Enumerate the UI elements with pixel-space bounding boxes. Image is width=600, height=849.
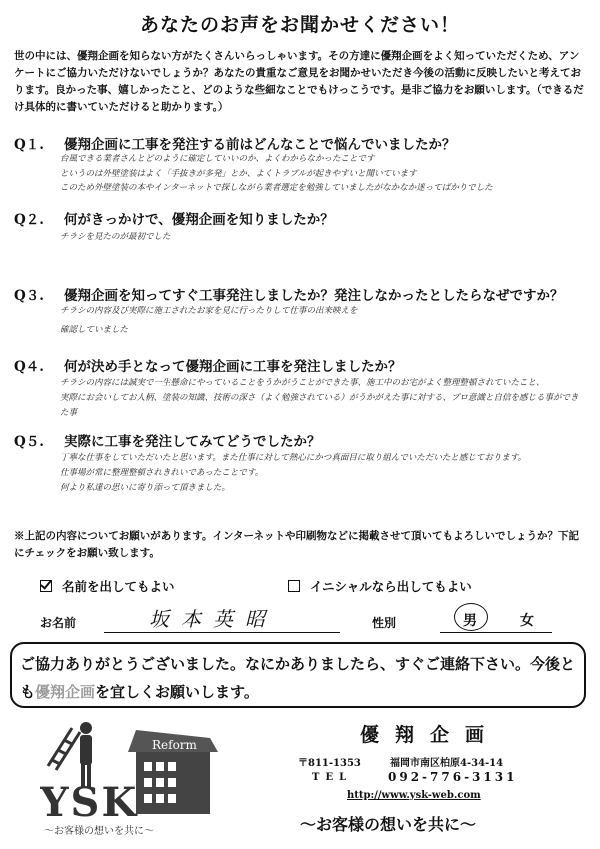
ladder-icon [48, 728, 80, 770]
gender-female[interactable]: 女 [520, 613, 534, 629]
answer-5 [60, 451, 580, 496]
answer-4 [60, 376, 580, 421]
thanks-company-highlight: 優翔企画 [35, 683, 96, 701]
thanks-text: ご協力ありがとうございました。なにかありましたら、すぐご連絡下さい。今後とも [20, 655, 576, 701]
answer-line: チラシの内容には誠実で一生懸命にやっていることをうかがうことができた事、施工中のお宅がよく整理整頓されていたこと、 [60, 378, 545, 388]
worker-icon [80, 722, 92, 787]
question-number: Q３. [14, 288, 44, 304]
option-label: イニシャルなら出してもよい [310, 579, 472, 594]
answer-line: チラシの内容及び実際に施工されたお家を見に行ったりして仕事の出来映えを [60, 306, 358, 316]
question-text: 何がきっかけで、優翔企画を知りましたか？ [64, 212, 334, 228]
tel-label: TEL [312, 772, 353, 783]
logo-ysk-text: YSK [40, 779, 139, 826]
question-number: Q４. [14, 359, 44, 375]
name-value: 坂本英昭 [149, 607, 277, 631]
question-4 [14, 355, 590, 375]
company-name: 優翔企画 [360, 724, 501, 746]
company-address: 福岡市南区柏原4-34-14 [390, 758, 504, 769]
option-name-ok[interactable] [40, 577, 175, 595]
gender-underline [440, 632, 552, 633]
answer-line: 何より私達の思いに寄り添って頂きました。 [60, 483, 231, 493]
question-text: 優翔企画を知ってすぐ工事発注しましたか？発注しなかったとしたらなぜですか？ [64, 288, 564, 304]
page-title: あなたのお声をお聞かせください！ [139, 14, 460, 36]
answer-line: チラシを見たのが最初でした [60, 232, 171, 242]
answer-line: このため外壁塗装の本やインターネットで探しながら業者選定を勉強していましたがなかなか迷ってばかりでした [60, 183, 493, 193]
logo-tagline-text: ～お客様の想いを共に～ [44, 826, 154, 837]
intro-text: 世の中には、優翔企画を知らない方がたくさんいらっしゃいます。その方達に優翔企画をよく知っていただくため、アンケートにご協力いただけないでしょうか？あなたの貴重なご意見をお聞かせいただき今後の活動に反映したいと考えております。良かった事、嬉しかったこと、どのような些細なことでもけっこうです。是非ご協力をお願いします。（できるだけ具体的に書いていただけると助かります。） [14, 50, 584, 113]
answer-line: というのは外壁塗装はよく「手抜きが多発」とか、よくトラブルが起きやすいと聞いています [60, 168, 417, 179]
question-number: Q５. [14, 434, 44, 450]
checkbox-checked-icon[interactable] [40, 580, 52, 592]
question-text: 何が決め手となって優翔企画に工事を発注しましたか？ [64, 359, 402, 375]
question-5 [14, 430, 590, 450]
gender-male[interactable]: 男 [463, 613, 477, 629]
question-3 [14, 284, 590, 304]
answer-line: 仕事場が常に整理整頓されきれいであったことです。 [60, 468, 264, 478]
postal-code: 〒811-1353 [298, 758, 361, 769]
thanks-box [10, 642, 586, 708]
answer-1 [60, 152, 580, 196]
question-number: Q１. [14, 137, 44, 153]
question-1 [14, 133, 590, 153]
name-label: お名前 [40, 616, 77, 630]
thanks-text-end: を宜しくお願いします。 [95, 683, 259, 701]
question-text: 優翔企画に工事を発注する前はどんなことで悩んでいましたか？ [64, 137, 456, 153]
checkbox-empty-icon[interactable] [288, 580, 300, 592]
question-2 [14, 208, 590, 228]
question-number: Q２. [14, 212, 44, 228]
tel-number: 092-776-3131 [388, 770, 518, 784]
name-underline [104, 632, 340, 633]
gender-label: 性別 [372, 616, 397, 630]
answer-line: 実際にお会いしてお人柄、塗装の知識、技術の深さ（よく勉強されている）がうかがえた事に対する、プロ意識と自信を感じる事ができた事 [60, 393, 579, 418]
answer-line: 丁寧な仕事をしていただいたと思います。また仕事に対して熱心にかつ真面目に取り組んでいただいたと感じております。 [60, 453, 527, 463]
answer-2 [60, 230, 580, 245]
publish-permission-notice: ※上記の内容についてお願いがあります。インターネットや印刷物などに掲載させて頂いてもよろしいでしょうか？下記にチェックをお願い致します。 [14, 530, 580, 559]
logo-reform-text: Reform [152, 738, 197, 752]
ysk-logo [40, 718, 220, 838]
answer-line: 確認していました [60, 324, 129, 335]
question-text: 実際に工事を発注してみてどうでしたか？ [64, 434, 321, 450]
company-url-link[interactable]: http://www.ysk-web.com [347, 790, 481, 801]
option-label: 名前を出してもよい [62, 579, 175, 594]
answer-line: 台風できる業者さんとどのように確定していいのか、よくわからなかったことです [60, 154, 375, 164]
answer-3 [60, 304, 580, 337]
option-initials-ok[interactable] [288, 577, 472, 595]
company-slogan: ～お客様の想いを共に～ [300, 815, 477, 834]
